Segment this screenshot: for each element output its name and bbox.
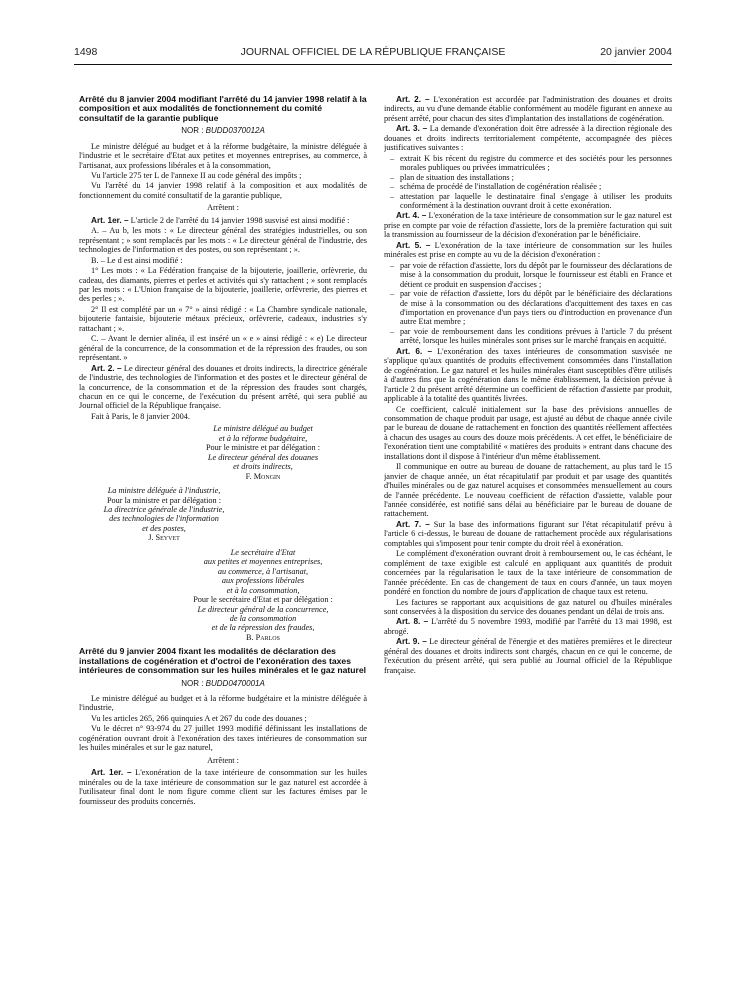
article-text: L'exonération de la taxe intérieure de consommation sur les huiles minérales ou de la taxe intérieure de consommation sur le gaz naturel est accordée à l'utilisateur final dont le nom figure comme client sur les factures émises par le fournisseur des produits concernés. bbox=[79, 768, 367, 806]
article-label: Art. 2. – bbox=[91, 363, 122, 373]
arrete-1-title: Arrêté du 8 janvier 2004 modifiant l'arrêté du 14 janvier 1998 relatif à la composition et aux modalités de fonctionnement du comité consultatif de la garantie publique bbox=[79, 95, 367, 123]
arrete-2-article-7 bbox=[384, 520, 672, 548]
sig-line: La ministre déléguée à l'industrie, bbox=[107, 486, 221, 496]
sig-line: de la consommation bbox=[229, 613, 297, 623]
article-text: Le directeur général de l'énergie et des matières premières et le directeur général des douanes et droits indirects sont chargés, chacun en ce qui le concerne, de l'exécution du présent arrêté, qui sera publié au Journal officiel de la République française. bbox=[384, 637, 672, 675]
sig-line: Le secrétaire d'Etat bbox=[230, 547, 296, 557]
arrete-2-title: Arrêté du 9 janvier 2004 fixant les modalités de déclaration des installations de cogénération et d'octroi de l'exonération des taxes intérieures de consommation sur les huiles minérales et le gaz naturel bbox=[79, 646, 367, 676]
arrete-1-para-b1: 1° Les mots : « La Fédération française de la bijouterie, joaillerie, orfèvrerie, du cadeau, des diamants, pierres et perles et activités qui s'y rattachent ; » sont remplacés par les mots : « L'Union française de la bijouterie, joaillerie, orfèvrerie, des pierres et des perles ; ». bbox=[79, 266, 367, 304]
nor-label: NOR : bbox=[181, 126, 204, 136]
sig-line: Pour le ministre et par délégation : bbox=[205, 443, 321, 453]
article-label: Art. 1er. – bbox=[91, 215, 129, 225]
arrete-1-para-a: A. – Au b, les mots : « Le directeur général des stratégies industrielles, ou son représentant ; » sont remplacés par les mots : « Le directeur général de l'industrie, des technologies de l'information et des postes, ou son représentant ; ». bbox=[79, 226, 367, 255]
arrete-1-fait: Fait à Paris, le 8 janvier 2004. bbox=[91, 411, 190, 421]
sig-line: et à la réforme budgétaire, bbox=[218, 433, 308, 443]
header-rule bbox=[74, 64, 672, 65]
sig-line: Le ministre délégué au budget bbox=[213, 424, 313, 434]
article-label: Art. 7. – bbox=[396, 519, 430, 529]
arrete-1-para-b2: 2° Il est complété par un « 7° » ainsi rédigé : « La Chambre syndicale nationale, bijouterie fantaisie, bijouterie métaux précieux, orfèvrerie, cadeaux, industries s'y rattachant ; ». bbox=[79, 304, 367, 333]
arrete-2-article-1 bbox=[79, 768, 367, 806]
issue-date: 20 janvier 2004 bbox=[600, 46, 672, 58]
nor-label: NOR : bbox=[181, 678, 204, 688]
sig-line: aux petites et moyennes entreprises, bbox=[203, 557, 323, 567]
arrete-2-visa-2: Vu le décret n° 93-974 du 27 juillet 1993 modifié définissant les installations de cogénération ouvrant droit à l'exonération des taxes intérieures de consommation sur les huiles minérales et sur le gaz naturel, bbox=[79, 724, 367, 753]
sig-line: et de la répression des fraudes, bbox=[211, 623, 315, 633]
article-text: L'article 2 de l'arrêté du 14 janvier 1998 susvisé est ainsi modifié : bbox=[130, 215, 350, 225]
list-item: – extrait K bis récent du registre du commerce et des sociétés pour les personnes morales publiques ou privées immatriculées ; bbox=[400, 154, 672, 173]
arrete-2-nor bbox=[79, 679, 367, 688]
article-label: Art. 5. – bbox=[396, 240, 431, 250]
article-6-para-3: Il communique en outre au bureau de douane de rattachement, au plus tard le 15 janvier de chaque année, un état récapitulatif par produit et par usage des quantités d'huiles minérales ou de gaz naturel acquises et consommées mensuellement au cours de l'année précédente. Le nouveau coefficient de réfaction d'assiette, valable pour l'année considérée, est notifié sans délai au bénéficiaire par le bureau de douane de rattachement. bbox=[384, 462, 672, 519]
signatory-name: J. Seyvet bbox=[148, 533, 180, 543]
arrete-2-article-6 bbox=[384, 347, 672, 404]
sig-line: et des postes, bbox=[142, 523, 186, 533]
article-text: L'arrêté du 5 novembre 1993, modifié par l'arrêté du 13 mai 1998, est abrogé. bbox=[384, 617, 672, 636]
arrete-2-visa-1: Vu les articles 265, 266 quinquies A et 267 du code des douanes ; bbox=[91, 713, 307, 723]
arrete-2-preamble: Le ministre délégué au budget et à la réforme budgétaire et la ministre déléguée à l'industrie, bbox=[79, 694, 367, 713]
article-label: Art. 3. – bbox=[396, 124, 428, 134]
signature-block-2 bbox=[79, 486, 249, 543]
arrete-2-article-8 bbox=[384, 617, 672, 636]
arrete-1-para-b: B. – Le d est ainsi modifié : bbox=[91, 255, 183, 265]
article-label: Art. 2. – bbox=[396, 95, 430, 104]
arrete-1-arretent: Arrêtent : bbox=[207, 203, 239, 213]
page-number: 1498 bbox=[74, 46, 98, 58]
signatory-name: F. Mongin bbox=[245, 471, 281, 481]
arrete-2-arretent: Arrêtent : bbox=[207, 755, 239, 765]
signature-block-1 bbox=[79, 424, 367, 481]
page-header bbox=[74, 46, 672, 62]
nor-code: BUDD0370012A bbox=[205, 126, 265, 136]
right-column bbox=[384, 95, 672, 975]
arrete-1-para-c: C. – Avant le dernier alinéa, il est inséré un « e » ainsi rédigé : « e) Le directeur général de la concurrence, de la consommation et de la répression des fraudes, ou son représentant. » bbox=[79, 334, 367, 363]
article-label: Art. 4. – bbox=[396, 211, 427, 221]
article-text: L'exonération de la taxe intérieure de consommation sur le gaz naturel est prise en compte par voie de réfaction d'assiette, lors de la première facturation qui suit la transmission au fournisseur de la décision d'exonération par le bénéficiaire. bbox=[384, 211, 672, 240]
sig-line: au commerce, à l'artisanat, bbox=[217, 566, 309, 576]
list-item: – plan de situation des installations ; bbox=[400, 173, 672, 182]
arrete-2-article-9 bbox=[384, 637, 672, 675]
list-item: – attestation par laquelle le destinataire final s'engage à utiliser les produits conformément à la destination ouvrant droit à cette exonération. bbox=[400, 192, 672, 211]
article-text: L'exonération est accordée par l'administration des douanes et droits indirects, au vu d'une demande établie conformément au modèle figurant en annexe au présent arrêté, pour chacun des sites d'implantation des installations de cogénération. bbox=[384, 95, 672, 123]
sig-line: Le directeur général des douanes bbox=[207, 452, 319, 462]
arrete-2-article-2 bbox=[384, 95, 672, 123]
article-label: Art. 6. – bbox=[396, 346, 433, 356]
arrete-2-article-5 bbox=[384, 241, 672, 260]
article-label: Art. 1er. – bbox=[91, 768, 132, 778]
arrete-2-article-3 bbox=[384, 124, 672, 152]
list-item: – par voie de réfaction d'assiette, lors du dépôt par le bénéficiaire des déclarations de mise à la consommation ou des déclarations d'acquittement des taxes en cas d'importation en provenance d'un pays tiers ou d'introduction en provenance d'un autre Etat membre ; bbox=[400, 289, 672, 327]
arrete-1-article-1 bbox=[79, 216, 367, 225]
signature-block-3 bbox=[79, 548, 367, 643]
journal-title: JOURNAL OFFICIEL DE LA RÉPUBLIQUE FRANÇAISE bbox=[240, 46, 506, 58]
article-6-para-2: Ce coefficient, calculé initialement sur la base des prévisions annuelles de consommation de chaque produit par usage, est ajusté au début de chaque année civile par le bureau de douane de rattachement en fonction des quantités réellement affectées à chacun des usages au cours des douze mois précédents. A cet effet, le bénéficiaire de l'exonération tient une comptabilité « matières des produits » entrant dans chacune des installations dont il dispose à l'intérieur d'un même établissement. bbox=[384, 404, 672, 461]
sig-line: aux professions libérales bbox=[221, 576, 305, 586]
list-item: – schéma de procédé de l'installation de cogénération réalisée ; bbox=[400, 182, 672, 191]
sig-line: et à la consommation, bbox=[226, 585, 300, 595]
article-7-para-3: Les factures se rapportant aux acquisitions de gaz naturel ou d'huiles minérales sont conservées à la disposition du service des douanes pendant un délai de trois ans. bbox=[384, 597, 672, 617]
list-item: – par voie de remboursement dans les conditions prévues à l'article 7 du présent arrêté, lorsque les huiles minérales sont prises sur le marché français en acquitté. bbox=[400, 327, 672, 346]
nor-code: BUDD0470001A bbox=[205, 678, 265, 688]
list-item: – par voie de réfaction d'assiette, lors du dépôt par le fournisseur des déclarations de mise à la consommation du produit, lorsque le fournisseur est établi en France et détient ce produit en suspension d'accises ; bbox=[400, 261, 672, 289]
article-text: L'exonération de la taxe intérieure de consommation sur les huiles minérales est prise en compte au vu de la décision d'exonération : bbox=[384, 240, 672, 260]
arrete-1-visa-2: Vu l'arrêté du 14 janvier 1998 relatif à la composition et aux modalités de fonctionnement du comité consultatif de la garantie publique, bbox=[79, 181, 367, 200]
article-5-list bbox=[384, 261, 672, 346]
article-text: La demande d'exonération doit être adressée à la direction régionale des douanes et droits indirects territorialement compétente, accompagnée des pièces justificatives suivantes : bbox=[384, 124, 672, 153]
sig-line: Pour la ministre et par délégation : bbox=[106, 495, 222, 505]
sig-line: et droits indirects, bbox=[233, 462, 293, 472]
sig-line: des technologies de l'information bbox=[109, 514, 219, 524]
article-text: L'exonération des taxes intérieures de consommation susvisée ne s'applique qu'aux quantités de produits effectivement consommées dans l'installation de cogénération. Le gaz naturel et les huiles minérales étant susceptibles d'être utilisés à d'autres fins que la cogénération dans le même établissement, la décision prévue à l'article 2 du présent arrêté détermine un coefficient de réfaction d'assiette par produit, applicable à la totalité des quantités livrées. bbox=[384, 346, 672, 404]
article-3-list bbox=[384, 154, 672, 211]
signatory-name: B. Parlos bbox=[246, 632, 280, 642]
arrete-1-article-2 bbox=[79, 364, 367, 411]
arrete-2-article-4 bbox=[384, 211, 672, 239]
left-column bbox=[79, 95, 367, 975]
sig-line: La directrice générale de l'industrie, bbox=[103, 504, 225, 514]
arrete-1-nor bbox=[79, 126, 367, 135]
article-text: Sur la base des informations figurant sur l'état récapitulatif prévu à l'article 6 ci-dessus, le bureau de douane de rattachement procède aux régularisations comptables qui s'imposent pour tenir compte du droit réel à exonération. bbox=[384, 519, 672, 548]
arrete-1-preamble: Le ministre délégué au budget et à la réforme budgétaire, la ministre déléguée à l'industrie et le secrétaire d'Etat aux petites et moyennes entreprises, au commerce, à l'artisanat, aux professions libérales et à la consommation, bbox=[79, 141, 367, 170]
arrete-1-visa-1: Vu l'article 275 ter L de l'annexe II au code général des impôts ; bbox=[91, 171, 302, 181]
article-label: Art. 8. – bbox=[396, 617, 429, 627]
article-text: Le directeur général des douanes et droits indirects, la directrice générale de l'industrie, des technologies de l'information et des postes et le directeur général de la concurrence, de la consommation et de la répression des fraudes sont chargés, chacun en ce qui le concerne, de l'exécution du présent arrêté, qui sera publié au Journal officiel de la République française. bbox=[79, 363, 367, 411]
sig-line: Le directeur général de la concurrence, bbox=[197, 604, 329, 614]
sig-line: Pour le secrétaire d'Etat et par délégation : bbox=[193, 595, 333, 605]
article-label: Art. 9. – bbox=[396, 637, 427, 647]
article-7-para-2: Le complément d'exonération ouvrant droit à remboursement ou, le cas échéant, le complément de taxe exigible est calculé en appliquant aux quantités de produit concernées par la régularisation le taux de la taxe intérieure de consommation de l'année précédente. En cas de changement de taux en cours d'année, un taux moyen pondéré en fonction du nombre de jours d'application de chaque taux est retenu. bbox=[384, 549, 672, 597]
